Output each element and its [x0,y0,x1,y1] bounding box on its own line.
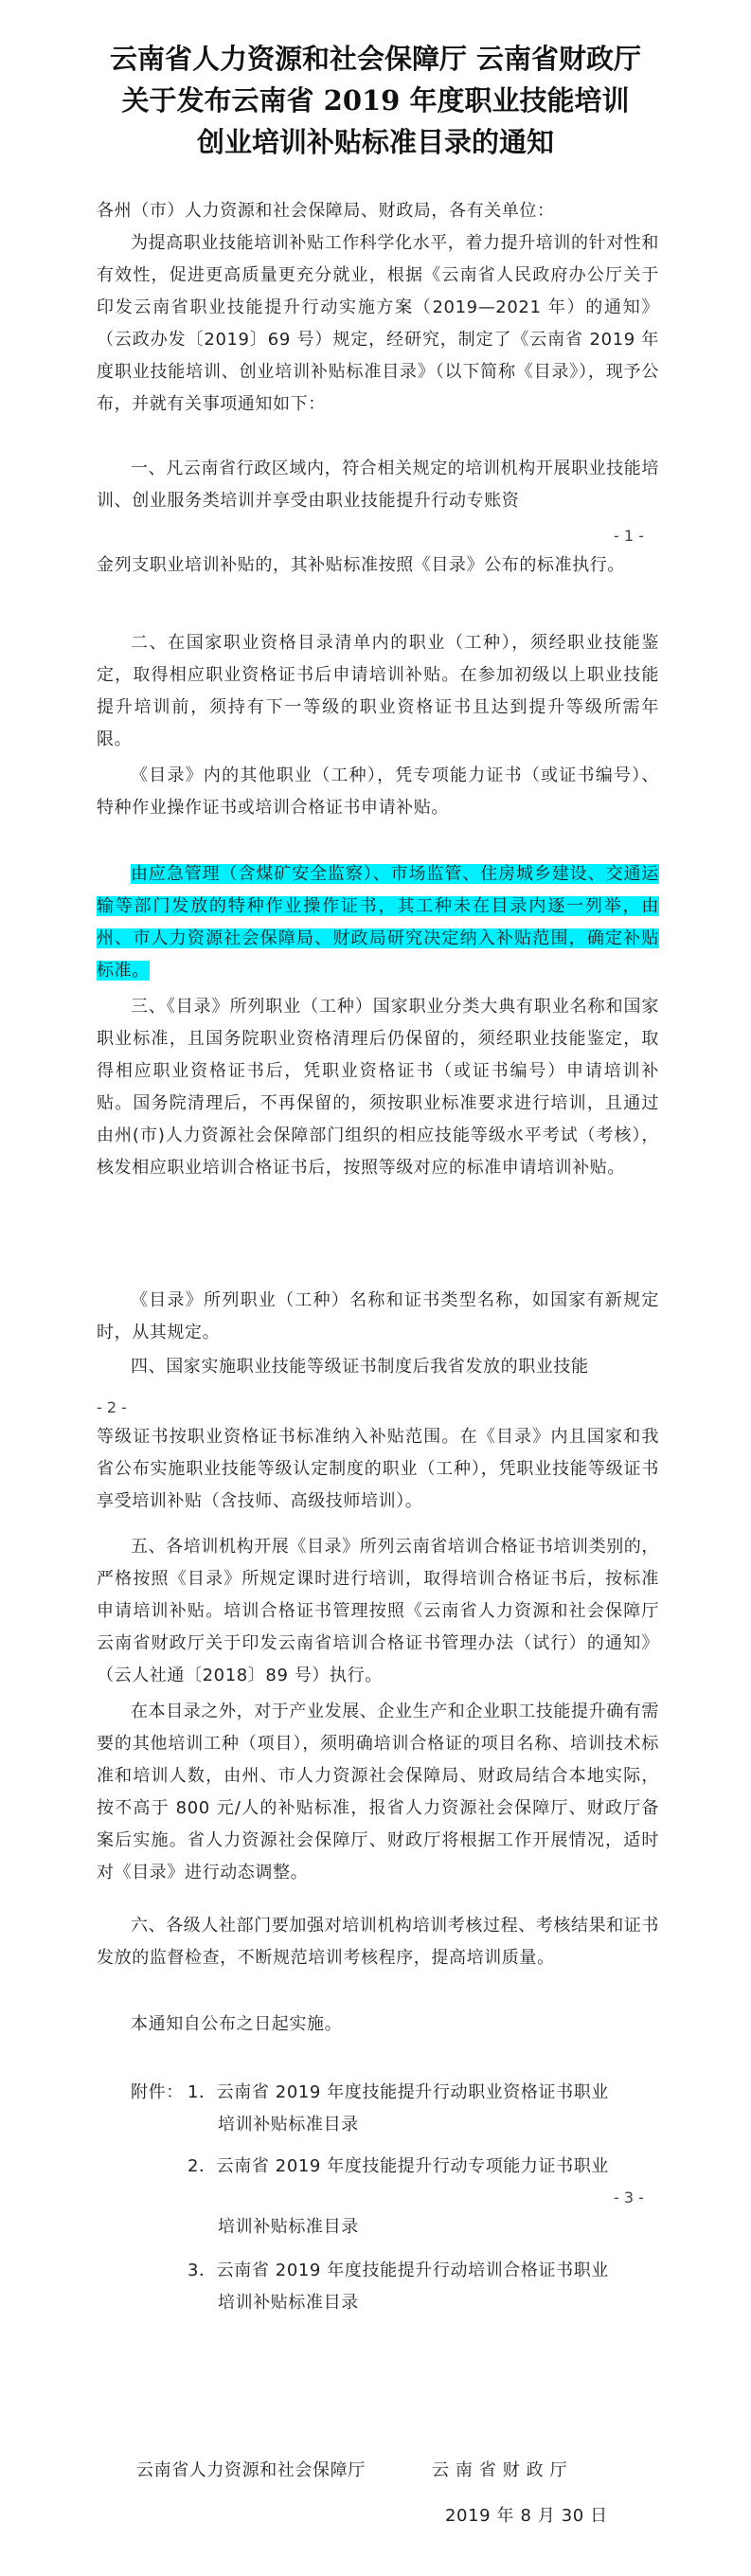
paragraph-item-6: 六、各级人社部门要加强对培训机构培训考核过程、考核结果和证书发放的监督检查，不断规范培训考核程序，提高培训质量。 [97,1916,659,1968]
salutation: 各州（市）人力资源和社会保障局、财政局，各有关单位： [97,201,555,221]
highlighted-text: 由应急管理（含煤矿安全监察）、市场监管、住房城乡建设、交通运输等部门发放的特种作业操作证书，其工种未在目录内逐一列举，由州、市人力资源社会保障局、财政局研究决定纳入补贴范围，确定补贴标准。 [97,864,659,981]
paragraph-item-4b: 等级证书按职业资格证书标准纳入补贴范围。在《目录》内且国家和我省公布实施职业技能等级认定制度的职业（工种），凭职业技能等级证书享受培训补贴（含技师、高级技师培训）。 [97,1427,659,1511]
paragraph-item-2: 二、在国家职业资格目录清单内的职业（工种），须经职业技能鉴定，取得相应职业资格证书后申请培训补贴。在参加初级以上职业技能提升培训前，须持有下一等级的职业资格证书且达到提升等级所需年限。 [97,633,659,749]
paragraph-new-rules: 《目录》所列职业（工种）名称和证书类型名称，如国家有新规定时，从其规定。 [97,1290,659,1342]
attachment-3-line-2: 培训补贴标准目录 [218,2293,359,2313]
signature-org-1: 云南省人力资源和社会保障厅 [136,2460,366,2480]
title-line-2: 关于发布云南省 2019 年度职业技能培训 [121,84,630,117]
paragraph-item-1b: 金列支职业培训补贴的，其补贴标准按照《目录》公布的标准执行。 [97,555,625,575]
paragraph-item-5: 五、各培训机构开展《目录》所列云南省培训合格证书培训类别的，严格按照《目录》所规定课时进行培训，取得培训合格证书后，按标准申请培训补贴。培训合格证书管理按照《云南省人力资源和社会保障厅 云南省财政厅关于印发云南省培训合格证书管理办法（试行）的通知》（云人社通〔2018〕89 号）执行。 [97,1537,659,1685]
paragraph-item-3: 三、《目录》所列职业（工种）国家职业分类大典有职业名称和国家职业标准，且国务院职业资格清理后仍保留的，须经职业技能鉴定，取得相应职业资格证书后，凭职业资格证书（或证书编号）申请培训补贴。国务院清理后，不再保留的，须按职业标准要求进行培训，且通过由州(市)人力资源社会保障部门组织的相应技能等级水平考试（考核），核发相应职业培训合格证书后，按照等级对应的标准申请培训补贴。 [97,997,659,1178]
document-title [0,38,751,163]
attachment-2-line-2: 培训补贴标准目录 [218,2217,359,2237]
paragraph-effective: 本通知自公布之日起实施。 [131,2014,343,2034]
paragraph-intro: 为提高职业技能培训补贴工作科学化水平，着力提升培训的针对性和有效性，促进更高质量更充分就业，根据《云南省人民政府办公厅关于印发云南省职业技能提升行动实施方案（2019—2021 年）的通知》（云政办发〔2019〕69 号）规定，经研究，制定了《云南省 2019 年度职业技能培训、创业培训补贴标准目录》（以下简称《目录》），现予公布，并就有关事项通知如下： [97,233,659,414]
attachment-2-line-1: 2．云南省 2019 年度技能提升行动专项能力证书职业 [188,2156,609,2176]
page-number-2: - 2 - [97,1398,127,1416]
page-number-3: - 3 - [614,2189,644,2207]
signature-date: 2019 年 8 月 30 日 [445,2506,608,2526]
signature-org-2: 云 南 省 财 政 厅 [432,2460,568,2480]
paragraph-other-occupations: 《目录》内的其他职业（工种），凭专项能力证书（或证书编号）、特种作业操作证书或培训合格证书申请补贴。 [97,766,659,818]
paragraph-item-4a: 四、国家实施职业技能等级证书制度后我省发放的职业技能 [131,1357,589,1377]
attachments-label: 附件： [131,2082,184,2102]
title-line-3: 创业培训补贴标准目录的通知 [196,126,554,158]
paragraph-item-1a: 一、凡云南省行政区域内，符合相关规定的培训机构开展职业技能培训、创业服务类培训并享受由职业技能提升行动专账资 [97,459,659,511]
attachment-1-line-2: 培训补贴标准目录 [218,2115,359,2135]
attachment-3-line-1: 3．云南省 2019 年度技能提升行动培训合格证书职业 [188,2261,609,2280]
title-line-1: 云南省人力资源和社会保障厅 云南省财政厅 [109,43,642,75]
paragraph-special-operations [97,858,659,987]
page-number-1: - 1 - [614,527,644,545]
paragraph-other-training: 在本目录之外，对于产业发展、企业生产和企业职工技能提升确有需要的其他培训工种（项目），须明确培训合格证的项目名称、培训技术标准和培训人数，由州、市人力资源社会保障局、财政局结合本地实际，按不高于 800 元/人的补贴标准，报省人力资源社会保障厅、财政厅备案后实施。省人力资源社会保障厅、财政厅将根据工作开展情况，适时对《目录》进行动态调整。 [97,1702,659,1882]
attachment-1-line-1: 1．云南省 2019 年度技能提升行动职业资格证书职业 [188,2082,609,2102]
